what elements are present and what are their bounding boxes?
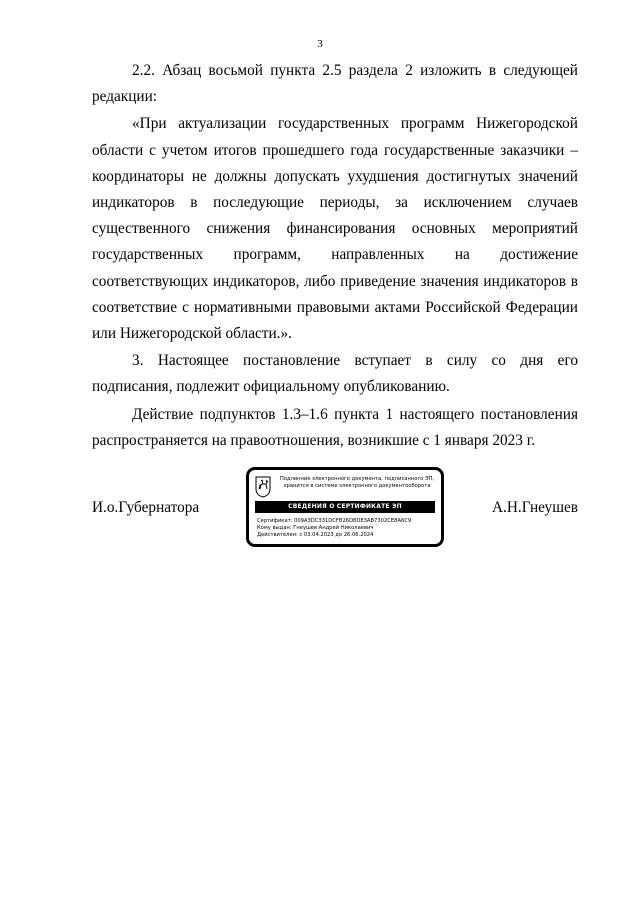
signature-block [92, 467, 578, 553]
stamp-header [275, 476, 439, 490]
paragraph-3: 3. Настоящее постановление вступает в силу со дня его подписания, подлежит официальному опубликованию. [92, 352, 578, 396]
electronic-signature-stamp [246, 467, 444, 547]
certificate-owner: Кому выдан: Гнеушев Андрей Николаевич [257, 525, 374, 531]
paragraph-2-2: 2.2. Абзац восьмой пункта 2.5 раздела 2 изложить в следующей редакции: [92, 62, 578, 106]
stamp-header-line-1: Подлинник электронного документа, подписанного ЭП, [279, 476, 435, 482]
stamp-title-bar: СВЕДЕНИЯ О СЕРТИФИКАТЕ ЭП [255, 501, 435, 513]
document-body [92, 58, 578, 454]
paragraph-quote: «При актуализации государственных программ Нижегородской области с учетом итогов прошедшего года государственные заказчики – координаторы не должны допускать ухудшения достигнутых значений индикаторов в последующие периоды, за исключением случаев существенного снижения финансирования основных мероприятий государственных программ, направленных на достижение соответствующих индикаторов, либо приведение значения индикаторов в соответствие с нормативными правовыми актами Российской Федерации или Нижегородской области.». [92, 115, 578, 343]
signatory-position: И.о.Губернатора [92, 499, 200, 516]
stamp-details [257, 518, 411, 539]
certificate-number: Сертификат: 009A3DC331DCFB26D8DE3AB7302CE8A6C9 [257, 518, 412, 524]
stamp-header-line-2: хранится в системе электронного документооборота [283, 483, 431, 489]
certificate-validity: Действителен: с 03.04.2023 до 26.06.2024 [257, 532, 374, 538]
paragraph-effect: Действие подпунктов 1.3–1.6 пункта 1 настоящего постановления распространяется на правоотношения, возникшие с 1 января 2023 г. [92, 405, 578, 449]
deer-emblem-icon [255, 476, 271, 498]
signatory-name: А.Н.Гнеушев [491, 499, 578, 516]
page-number: 3 [317, 38, 323, 50]
